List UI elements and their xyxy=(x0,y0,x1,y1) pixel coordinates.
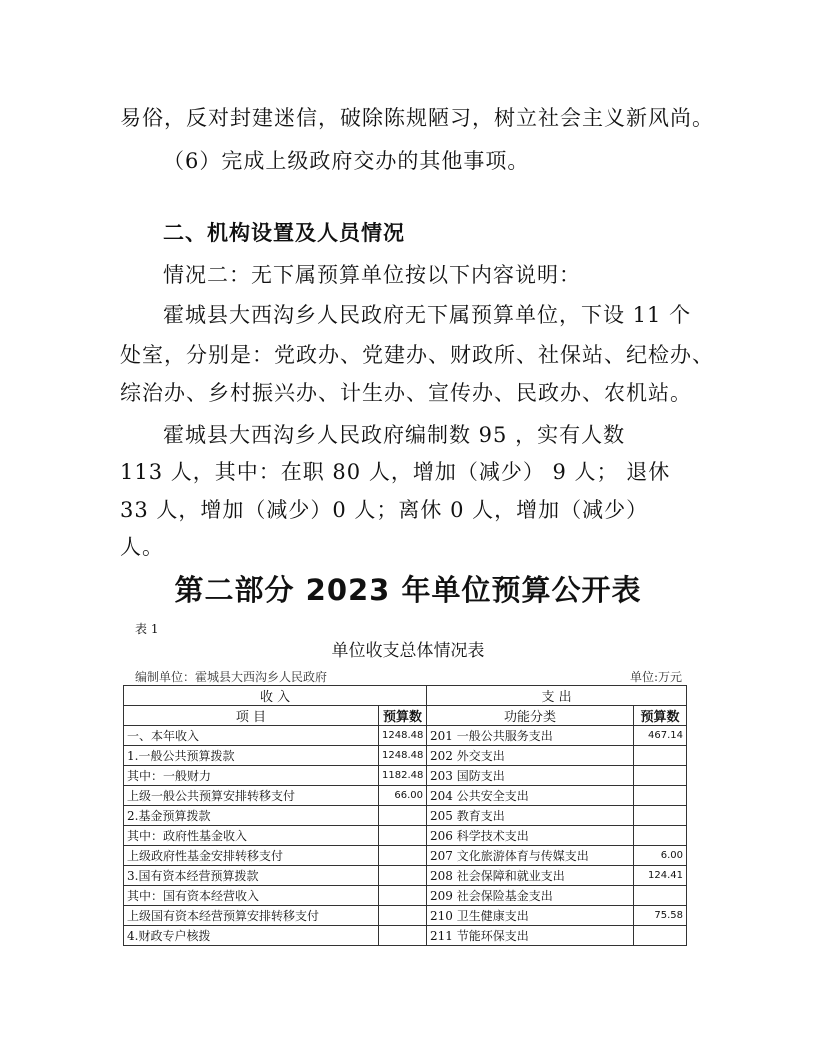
budget-table xyxy=(123,685,687,946)
income-header: 收 入 xyxy=(124,686,427,706)
paragraph-line: 处室，分别是：党政办、党建办、财政所、社保站、纪检办、 xyxy=(120,343,714,367)
income-item-cell: 其中：国有资本经营收入 xyxy=(124,886,379,906)
table-row xyxy=(124,726,687,746)
expense-amount-cell xyxy=(634,926,687,946)
income-amount-cell: 1248.48 xyxy=(379,746,427,766)
income-amount-cell xyxy=(379,866,427,886)
expense-item-cell: 205 教育支出 xyxy=(427,806,634,826)
expense-amount-cell: 124.41 xyxy=(634,866,687,886)
expense-amount-cell xyxy=(634,786,687,806)
expense-amount-cell xyxy=(634,886,687,906)
table-row xyxy=(124,906,687,926)
income-item-cell: 上级政府性基金安排转移支付 xyxy=(124,846,379,866)
paragraph-line: 113 人，其中：在职 80 人，增加（减少） 9 人； 退休 xyxy=(120,460,671,484)
section-heading: 二、机构设置及人员情况 xyxy=(163,220,405,245)
income-item-cell: 上级国有资本经营预算安排转移支付 xyxy=(124,906,379,926)
expense-item-cell: 206 科学技术支出 xyxy=(427,826,634,846)
paragraph-line: 人。 xyxy=(120,535,164,559)
expense-item-cell: 207 文化旅游体育与传媒支出 xyxy=(427,846,634,866)
expense-item-cell: 201 一般公共服务支出 xyxy=(427,726,634,746)
col-budget2-header: 预算数 xyxy=(634,706,687,726)
expense-amount-cell xyxy=(634,826,687,846)
expense-item-cell: 209 社会保险基金支出 xyxy=(427,886,634,906)
table-row xyxy=(124,866,687,886)
expense-item-cell: 204 公共安全支出 xyxy=(427,786,634,806)
expense-item-cell: 203 国防支出 xyxy=(427,766,634,786)
paragraph-line: 易俗，反对封建迷信，破除陈规陋习，树立社会主义新风尚。 xyxy=(120,106,714,130)
table-row xyxy=(124,826,687,846)
income-amount-cell: 1248.48 xyxy=(379,726,427,746)
income-item-cell: 2.基金预算拨款 xyxy=(124,806,379,826)
expense-amount-cell xyxy=(634,766,687,786)
expense-item-cell: 210 卫生健康支出 xyxy=(427,906,634,926)
expense-amount-cell: 75.58 xyxy=(634,906,687,926)
income-item-cell: 其中：一般财力 xyxy=(124,766,379,786)
table-row xyxy=(124,806,687,826)
table-row xyxy=(124,846,687,866)
paragraph-line: 情况二：无下属预算单位按以下内容说明： xyxy=(163,263,581,287)
expense-amount-cell: 6.00 xyxy=(634,846,687,866)
paragraph-line: 霍城县大西沟乡人民政府编制数 95 ，实有人数 xyxy=(163,423,626,447)
expense-amount-cell: 467.14 xyxy=(634,726,687,746)
expense-header: 支 出 xyxy=(427,686,687,706)
table-number: 表 1 xyxy=(135,622,159,636)
col-function-header: 功能分类 xyxy=(427,706,634,726)
expense-item-cell: 208 社会保障和就业支出 xyxy=(427,866,634,886)
income-amount-cell xyxy=(379,846,427,866)
compiling-unit: 编制单位：霍城县大西沟乡人民政府 xyxy=(135,670,328,684)
income-amount-cell: 66.00 xyxy=(379,786,427,806)
income-item-cell: 上级一般公共预算安排转移支付 xyxy=(124,786,379,806)
expense-amount-cell xyxy=(634,746,687,766)
income-amount-cell xyxy=(379,906,427,926)
table-row xyxy=(124,746,687,766)
income-amount-cell xyxy=(379,926,427,946)
paragraph-line: （6）完成上级政府交办的其他事项。 xyxy=(163,149,530,173)
income-item-cell: 3.国有资本经营预算拨款 xyxy=(124,866,379,886)
table-title: 单位收支总体情况表 xyxy=(331,641,485,661)
unit-label: 单位:万元 xyxy=(629,670,682,684)
table-row xyxy=(124,926,687,946)
expense-amount-cell xyxy=(634,806,687,826)
col-item-header: 项 目 xyxy=(124,706,379,726)
table-row xyxy=(124,886,687,906)
expense-item-cell: 202 外交支出 xyxy=(427,746,634,766)
income-item-cell: 1.一般公共预算拨款 xyxy=(124,746,379,766)
col-budget-header: 预算数 xyxy=(379,706,427,726)
income-amount-cell xyxy=(379,826,427,846)
income-amount-cell: 1182.48 xyxy=(379,766,427,786)
table-row xyxy=(124,766,687,786)
income-item-cell: 4.财政专户核拨 xyxy=(124,926,379,946)
paragraph-line: 33 人，增加（减少）0 人；离休 0 人，增加（减少） xyxy=(120,498,649,522)
income-amount-cell xyxy=(379,806,427,826)
expense-item-cell: 211 节能环保支出 xyxy=(427,926,634,946)
part-title: 第二部分 2023 年单位预算公开表 xyxy=(174,573,642,607)
income-amount-cell xyxy=(379,886,427,906)
income-item-cell: 一、本年收入 xyxy=(124,726,379,746)
table-row xyxy=(124,786,687,806)
income-item-cell: 其中：政府性基金收入 xyxy=(124,826,379,846)
paragraph-line: 霍城县大西沟乡人民政府无下属预算单位，下设 11 个 xyxy=(163,303,692,327)
paragraph-line: 综治办、乡村振兴办、计生办、宣传办、民政办、农机站。 xyxy=(120,381,692,405)
